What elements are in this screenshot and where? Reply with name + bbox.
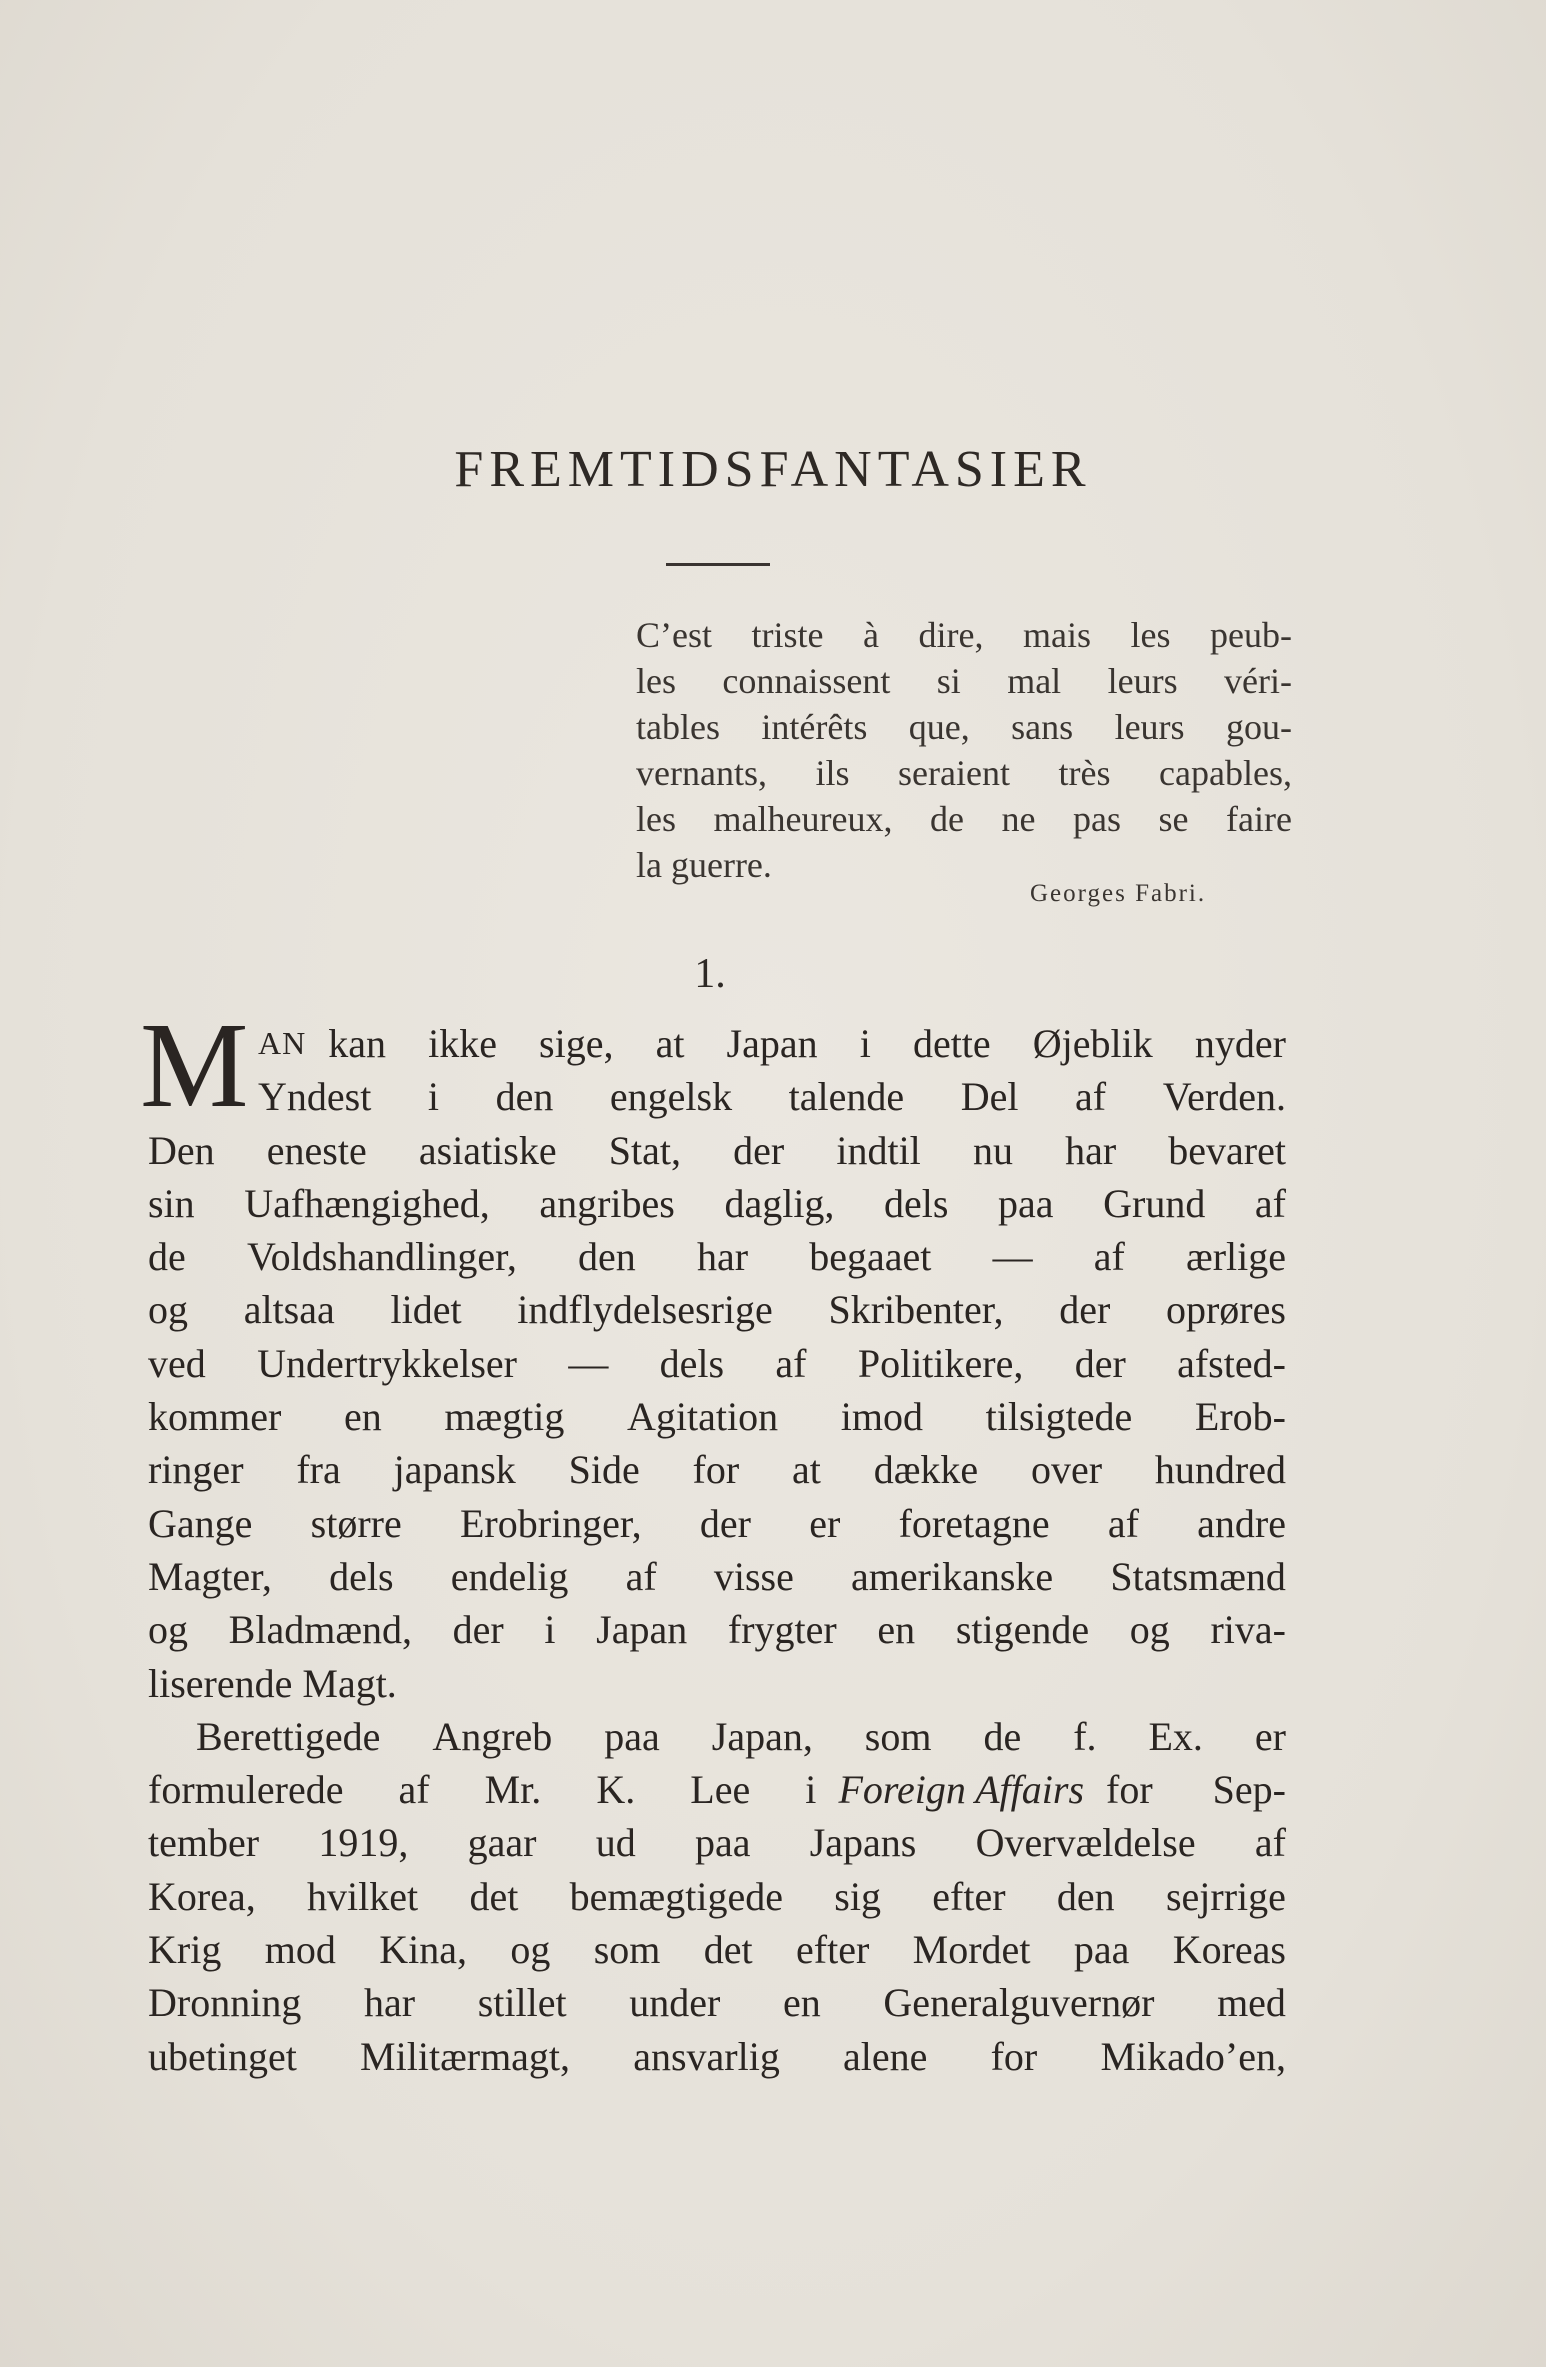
journal-title: Foreign Affairs: [838, 1767, 1085, 1813]
word: Gange: [148, 1500, 253, 1546]
word: Ex.: [1148, 1713, 1203, 1759]
epigraph-line: [636, 796, 1292, 842]
word: dette: [912, 1021, 991, 1066]
word: imod: [840, 1394, 923, 1440]
body-line: [148, 1816, 1286, 1869]
title-divider: [666, 563, 770, 566]
word: dels: [884, 1180, 949, 1226]
word: og: [148, 1607, 188, 1653]
word: efter: [796, 1927, 870, 1973]
word: foretagne: [898, 1500, 1050, 1546]
word: Berettigede: [196, 1713, 381, 1759]
word: af: [1254, 1180, 1286, 1226]
word: der: [1074, 1340, 1126, 1386]
word: indtil: [836, 1127, 921, 1173]
word: paa: [1073, 1927, 1130, 1973]
word: kan: [328, 1021, 386, 1066]
word: C’est: [636, 615, 712, 655]
word: se: [1158, 799, 1189, 839]
body-line: [148, 1283, 1286, 1336]
word: Overvældelse: [975, 1820, 1196, 1866]
word: Sep-: [1212, 1767, 1286, 1813]
body-line: [148, 1870, 1286, 1923]
word: Statsmænd: [1110, 1553, 1286, 1599]
word: mod: [264, 1927, 336, 1973]
word: og: [148, 1287, 188, 1333]
word: tilsigtede: [985, 1394, 1133, 1440]
word: under: [629, 1980, 721, 2026]
word: les: [636, 799, 676, 839]
word: Koreas: [1172, 1927, 1286, 1973]
word: amerikanske: [851, 1553, 1054, 1599]
word: en: [343, 1394, 382, 1440]
word: Generalguvernør: [883, 1980, 1155, 2026]
body-line: [148, 1070, 1286, 1123]
word: mal: [1007, 661, 1062, 701]
word: er: [809, 1500, 841, 1546]
word: og: [510, 1927, 551, 1973]
epigraph: [636, 612, 1292, 888]
body-line: liserende Magt.: [148, 1660, 397, 1706]
word: nu: [972, 1127, 1013, 1173]
body-line: [148, 1550, 1286, 1603]
word: Stat,: [608, 1127, 681, 1173]
word: daglig,: [724, 1180, 835, 1226]
word: dels: [329, 1553, 394, 1599]
word: Voldshandlinger,: [246, 1234, 517, 1280]
word: véri-: [1223, 661, 1292, 701]
word: Japans: [809, 1820, 917, 1866]
epigraph-line: [636, 658, 1292, 704]
word: oprøres: [1165, 1287, 1286, 1333]
body-line-part: [1106, 1763, 1286, 1816]
word: af: [1254, 1820, 1286, 1866]
word: peub-: [1210, 615, 1292, 655]
word: à: [863, 615, 879, 655]
word: formulerede: [148, 1767, 344, 1813]
word: Uafhængighed,: [244, 1180, 490, 1226]
word: leurs: [1114, 707, 1185, 747]
word: angribes: [539, 1180, 675, 1226]
word: Korea,: [148, 1873, 256, 1919]
word: Bladmænd,: [228, 1607, 412, 1653]
section-number: 1.: [694, 951, 726, 997]
epigraph-line: [636, 612, 1292, 658]
word: sin: [148, 1180, 195, 1226]
word: ærlige: [1186, 1234, 1286, 1280]
word: sig: [834, 1873, 881, 1919]
word: som: [864, 1713, 932, 1759]
word: efter: [932, 1873, 1006, 1919]
word: tember: [148, 1820, 260, 1866]
word: af: [1107, 1500, 1139, 1546]
word: —: [992, 1234, 1033, 1280]
word: mægtig: [444, 1394, 565, 1440]
word: Lee: [690, 1767, 751, 1813]
word: que,: [908, 707, 970, 747]
word: af: [1093, 1234, 1125, 1280]
word: triste: [751, 615, 824, 655]
body-line: [148, 2030, 1286, 2083]
word: bevaret: [1168, 1127, 1286, 1173]
word: af: [398, 1767, 430, 1813]
word: bemægtigede: [569, 1873, 783, 1919]
word: très: [1058, 753, 1111, 793]
word: Magter,: [148, 1553, 272, 1599]
word: Den: [148, 1127, 215, 1173]
word: Politikere,: [857, 1340, 1024, 1386]
word: afsted-: [1177, 1340, 1286, 1386]
word: Side: [568, 1447, 640, 1493]
word: Erob-: [1194, 1394, 1286, 1440]
word: hundred: [1154, 1447, 1286, 1493]
word: at: [792, 1447, 821, 1493]
word: ils: [815, 753, 850, 793]
word: den: [1056, 1873, 1115, 1919]
word: Undertrykkelser: [257, 1340, 517, 1386]
word: alene: [843, 2033, 928, 2079]
word: Japan: [726, 1021, 818, 1066]
word: Mikado’en,: [1100, 2033, 1286, 2079]
word: kommer: [148, 1394, 282, 1440]
body-line: [148, 1017, 1286, 1070]
word: stigende: [955, 1607, 1090, 1653]
word: Militærmagt,: [360, 2033, 571, 2079]
body-line: [148, 1923, 1286, 1976]
word: indflydelsesrige: [517, 1287, 773, 1333]
word: Verden.: [1162, 1074, 1286, 1120]
word: Kina,: [379, 1927, 467, 1973]
word: de: [929, 799, 964, 839]
epigraph-line: [636, 750, 1292, 796]
word: pas: [1072, 799, 1121, 839]
word: ikke: [428, 1021, 497, 1066]
body-line: [148, 1177, 1286, 1230]
word: der: [1059, 1287, 1111, 1333]
word: gou-: [1225, 707, 1292, 747]
word: har: [696, 1234, 749, 1280]
word: Skribenter,: [828, 1287, 1004, 1333]
word: sige,: [539, 1021, 614, 1066]
word: Agitation: [627, 1394, 779, 1440]
word: capables,: [1159, 753, 1292, 793]
word: engelsk: [609, 1074, 733, 1120]
word: det: [469, 1873, 519, 1919]
epigraph-line: la guerre.: [636, 845, 772, 885]
word: for: [692, 1447, 740, 1493]
body-line: [148, 1230, 1286, 1283]
word: i: [859, 1021, 871, 1066]
word: sans: [1011, 707, 1074, 747]
word: begaaet: [809, 1234, 932, 1280]
word: ved: [148, 1340, 206, 1386]
word: har: [1065, 1127, 1117, 1173]
word: som: [593, 1927, 661, 1973]
epigraph-line: [636, 704, 1292, 750]
body-line: [148, 1710, 1286, 1763]
body-line: [148, 1390, 1286, 1443]
word: ringer: [148, 1447, 244, 1493]
word: større: [310, 1500, 402, 1546]
word: den: [495, 1074, 554, 1120]
word: den: [578, 1234, 636, 1280]
word: dire,: [918, 615, 984, 655]
word: af: [775, 1340, 807, 1386]
body-line: [148, 1337, 1286, 1390]
word: Dronning: [148, 1980, 302, 2026]
body-text: [148, 1017, 1286, 2083]
word: stillet: [477, 1980, 567, 2026]
word: Japan,: [711, 1713, 813, 1759]
word: gaar: [467, 1820, 537, 1866]
word: tables: [636, 707, 720, 747]
word: altsaa: [243, 1287, 335, 1333]
word: vernants,: [636, 753, 767, 793]
word: Øjeblik: [1032, 1021, 1153, 1066]
word: f.: [1073, 1713, 1097, 1759]
word: hvilket: [307, 1873, 419, 1919]
word: nyder: [1194, 1021, 1286, 1066]
word: mais: [1023, 615, 1091, 655]
word: andre: [1197, 1500, 1286, 1546]
word: af: [1075, 1074, 1107, 1120]
word: der: [699, 1500, 751, 1546]
word: Mordet: [912, 1927, 1031, 1973]
word: en: [877, 1607, 916, 1653]
word: i: [805, 1767, 817, 1813]
body-line-rest: [328, 1017, 1286, 1070]
word: det: [703, 1927, 753, 1973]
word: Erobringer,: [459, 1500, 642, 1546]
word: si: [936, 661, 961, 701]
word: japansk: [393, 1447, 516, 1493]
word: i: [544, 1607, 556, 1653]
body-line: [148, 1603, 1286, 1656]
word: frygter: [727, 1607, 837, 1653]
word: paa: [998, 1180, 1054, 1226]
word: asiatiske: [418, 1127, 557, 1173]
word: dels: [659, 1340, 725, 1386]
body-line: [148, 1976, 1286, 2029]
word: eneste: [266, 1127, 367, 1173]
word: 1919,: [318, 1820, 409, 1866]
word: endelig: [450, 1553, 569, 1599]
word: malheureux,: [713, 799, 893, 839]
chapter-title: FREMTIDSFANTASIER: [454, 441, 1092, 498]
word: faire: [1226, 799, 1292, 839]
drop-cap: M: [140, 998, 249, 1133]
word: connaissent: [722, 661, 891, 701]
body-line: [148, 1124, 1286, 1177]
word: Yndest: [258, 1074, 372, 1120]
word: Mr.: [484, 1767, 542, 1813]
word: Del: [960, 1074, 1019, 1120]
word: riva-: [1210, 1607, 1286, 1653]
smallcaps-text: AN: [258, 1025, 307, 1061]
word: paa: [604, 1713, 660, 1759]
word: leurs: [1107, 661, 1178, 701]
word: paa: [694, 1820, 751, 1866]
epigraph-attribution: Georges Fabri.: [1030, 880, 1207, 907]
body-line: [148, 1443, 1286, 1496]
word: de: [983, 1713, 1022, 1759]
word: en: [783, 1980, 821, 2026]
word: les: [636, 661, 676, 701]
word: Krig: [148, 1927, 222, 1973]
word: K.: [596, 1767, 636, 1813]
word: at: [655, 1021, 685, 1066]
word: ne: [1001, 799, 1036, 839]
word: fra: [296, 1447, 341, 1493]
word: visse: [713, 1553, 794, 1599]
body-line: [148, 1763, 1286, 1816]
word: i: [427, 1074, 440, 1120]
word: les: [1130, 615, 1171, 655]
word: dække: [873, 1447, 979, 1493]
word: der: [733, 1127, 785, 1173]
word: —: [568, 1340, 609, 1386]
word: Japan: [596, 1607, 688, 1653]
word: af: [625, 1553, 657, 1599]
word: er: [1254, 1713, 1286, 1759]
word: seraient: [898, 753, 1010, 793]
word: der: [452, 1607, 504, 1653]
word: ubetinget: [148, 2033, 297, 2079]
word: har: [363, 1980, 416, 2026]
word: for: [1106, 1767, 1153, 1813]
word: intérêts: [761, 707, 868, 747]
word: Angreb: [432, 1713, 553, 1759]
word: lidet: [390, 1287, 462, 1333]
word: Grund: [1103, 1180, 1206, 1226]
word: ud: [595, 1820, 636, 1866]
body-line-part: [148, 1763, 816, 1816]
word: med: [1217, 1980, 1286, 2026]
word: og: [1129, 1607, 1170, 1653]
word: ansvarlig: [633, 2033, 780, 2079]
word: de: [148, 1234, 186, 1280]
word: over: [1030, 1447, 1103, 1493]
body-line: [148, 1497, 1286, 1550]
word: sejrrige: [1165, 1873, 1286, 1919]
word: talende: [788, 1074, 905, 1120]
word: for: [990, 2033, 1038, 2079]
